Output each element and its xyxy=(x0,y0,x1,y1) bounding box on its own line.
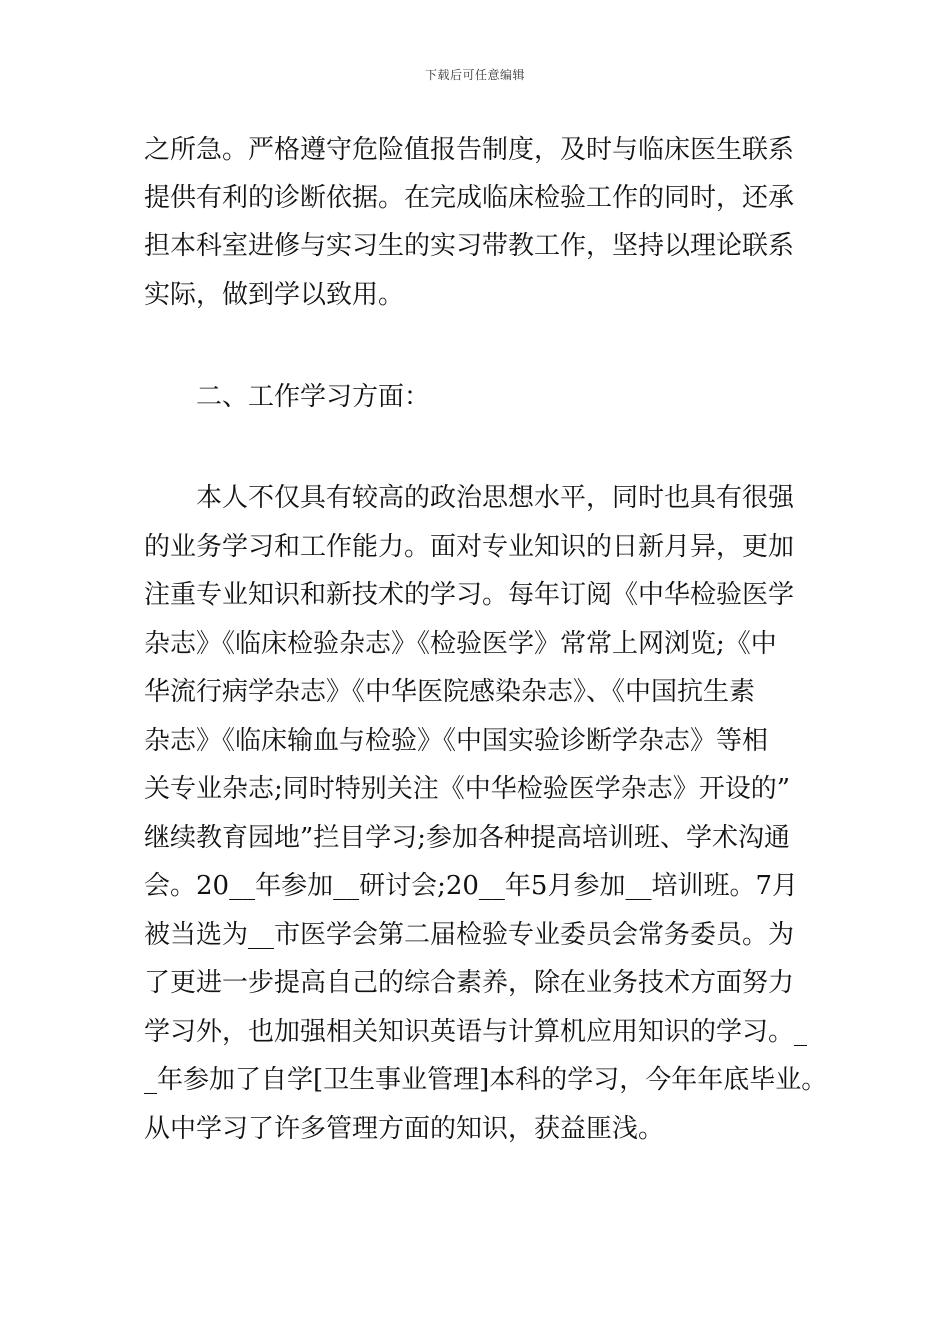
text-line: 被当选为__市医学会第二届检验专业委员会常务委员。为 xyxy=(144,920,795,950)
text-line: 的业务学习和工作能力。面对专业知识的日新月异，更加 xyxy=(144,532,795,562)
text-line: _年参加了自学[卫生事业管理]本科的学习，今年年底毕业。 xyxy=(144,1065,828,1095)
section-heading: 二、工作学习方面： xyxy=(196,382,431,412)
text-line: 学习外，也加强相关知识英语与计算机应用知识的学习。_ xyxy=(144,1017,808,1047)
text-line: 担本科室进修与实习生的实习带教工作，坚持以理论联系 xyxy=(144,231,795,261)
text-line: 实际，做到学以致用。 xyxy=(144,280,405,310)
text-line: 注重专业知识和新技术的学习。每年订阅《中华检验医学 xyxy=(144,580,795,610)
text-line: 了更进一步提高自己的综合素养，除在业务技术方面努力 xyxy=(144,968,795,998)
text-line: 提供有利的诊断依据。在完成临床检验工作的同时，还承 xyxy=(144,183,795,213)
text-line: 从中学习了许多管理方面的知识，获益匪浅。 xyxy=(144,1114,665,1144)
text-line: 继续教育园地”拦目学习;参加各种提高培训班、学术沟通 xyxy=(144,823,791,853)
header-note: 下载后可任意编辑 xyxy=(424,68,525,82)
text-line: 杂志》《临床检验杂志》《检验医学》常常上网浏览;《中 xyxy=(144,629,777,659)
text-line: 杂志》《临床输血与检验》《中国实验诊断学杂志》等相 xyxy=(144,726,769,756)
text-line: 关专业杂志;同时特别关注《中华检验医学杂志》开设的” xyxy=(144,774,791,804)
text-line: 本人不仅具有较高的政治思想水平，同时也具有很强 xyxy=(196,483,795,513)
text-line: 华流行病学杂志》《中华医院感染杂志》、《中国抗生素 xyxy=(144,677,756,707)
text-line: 之所急。严格遵守危险值报告制度，及时与临床医生联系 xyxy=(144,135,795,165)
text-line: 会。20__年参加__研讨会;20__年5月参加__培训班。7月 xyxy=(144,871,799,901)
